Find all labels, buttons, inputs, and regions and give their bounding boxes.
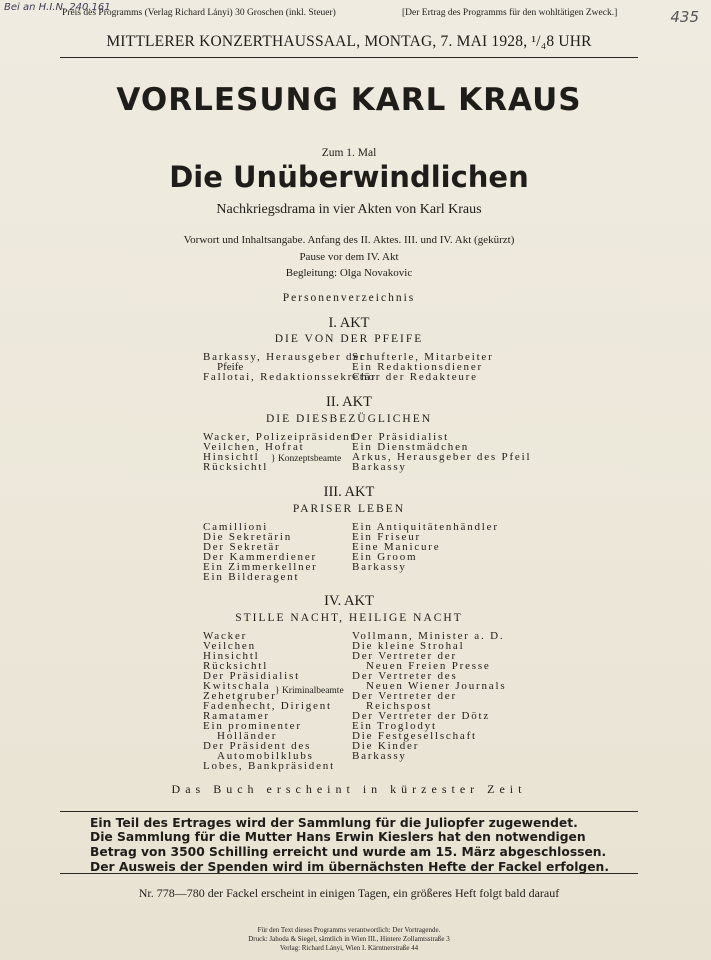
cast-entry: Arkus, Herausgeber des Pfeil [352,451,532,463]
handwritten-note: Bei an H.I.N. 240.161 [4,2,111,13]
cast-entry: Rücksichtl [203,660,269,672]
cast-entry: Lobes, Bankpräsident [203,760,335,772]
cast-entry: Veilchen, Hofrat [203,441,305,453]
act-4-title: IV. AKT [324,593,374,609]
cast-entry: Kwitschala [203,680,271,692]
cast-entry: Ramatamer [203,710,270,722]
cast-entry: Eine Manicure [352,541,441,553]
collection-note-2: Die Sammlung für die Mutter Hans Erwin Kieslers hat den notwendigen Betrag von 3500 Schilling erreicht und wurde am 15. März abgeschlossen. Der Ausweis der Spenden wird im übernächsten Hefte der Fackel erfolgen. [90,830,609,874]
cast-entry: Rücksichtl [203,461,269,473]
act-2-left-cast [203,432,355,472]
cast-entry: Ein Antiquitätenhändler [352,521,499,533]
venue-line: MITTLERER KONZERTHAUSSAAL, MONTAG, 7. MAI 1928, ¹/₄8 UHR [106,33,592,50]
cast-entry: Wacker [203,630,248,642]
cast-entry: Ein Troglodyt [352,720,437,732]
cast-entry: Die Kinder [352,740,420,752]
cast-entry: Barkassy [352,461,407,473]
program-line-3: Begleitung: Olga Novakovic [285,267,413,279]
cast-entry: Der Präsident des [203,740,312,752]
collection-top-rule [60,811,638,812]
cast-entry: Der Sekretär [203,541,281,553]
charity-note: [Der Ertrag des Programms für den wohltätigen Zweck.] [402,8,618,18]
footer-line-1: Für den Text dieses Programms verantwortlich: Der Vortragende. [257,926,441,934]
cast-entry: Der Präsidialist [352,431,449,443]
cast-entry: Pfeife [217,361,244,373]
cast-entry: Camillioni [203,521,269,533]
play-title: Die Unüberwindlichen [169,160,529,194]
act-2-subtitle: DIE DIESBEZÜGLICHEN [265,413,433,425]
book-note: Das Buch erscheint in kürzester Zeit [171,782,527,796]
cast-entry: Die Festgesellschaft [352,730,477,742]
cast-entry: Hinsichtl [203,650,260,662]
act-3-subtitle: PARISER LEBEN [292,503,406,515]
act-1-title: I. AKT [328,315,370,331]
act-4-right-cast [352,631,506,761]
cast-entry: Barkassy [352,561,407,573]
cast-entry: Schufterle, Mitarbeiter [352,351,494,363]
act-4-left-cast [203,631,335,771]
cast-entry: Neuen Wiener Journals [366,680,507,692]
brace-glyph: } [275,686,282,696]
cast-entry: Hinsichtl [203,451,260,463]
cast-entry: Der Kammerdiener [203,551,318,563]
bracket-label: Kriminalbeamte [281,686,344,696]
play-subtitle: Nachkriegsdrama in vier Akten von Karl Kraus [216,202,482,217]
act-1-left-cast [203,352,377,382]
collection-bottom-rule [60,873,638,874]
program-line-2: Pause vor dem IV. Akt [299,251,399,263]
act-1-right-cast [352,352,494,382]
handwritten-number: 435 [670,8,699,26]
cast-entry: Zehetgruber [203,690,277,702]
cast-entry: Barkassy [352,750,407,762]
cast-entry: Der Präsidialist [203,670,300,682]
footer-line-3: Verlag: Richard Lányi, Wien I. Kärntnerstraße 44 [279,944,419,952]
act-3-right-cast [352,522,499,572]
price-note: Preis des Programms (Verlag Richard Lányi) 30 Groschen (inkl. Steuer) [62,8,336,18]
cast-entry: Die kleine Strohal [352,640,465,652]
cast-entry: Holländer [217,730,278,742]
cast-entry: Automobilklubs [217,750,314,762]
cast-entry: Fallotai, Redaktionssekretär [203,371,377,383]
premiere-note: Zum 1. Mal [321,147,377,159]
collection-note-1: Ein Teil des Ertrages wird der Sammlung für die Juliopfer zugewendet. [90,816,578,830]
cast-entry: Ein Friseur [352,531,421,543]
cast-entry: Der Vertreter der [352,690,457,702]
cast-entry: Der Vertreter des [352,670,458,682]
brace-glyph: } [271,454,278,464]
cast-entry: Der Vertreter der Dötz [352,710,491,722]
header-rule [60,57,638,58]
cast-entry: Reichspost [366,700,433,712]
cast-entry: Ein Redaktionsdiener [352,361,484,373]
cast-entry: Neuen Freien Presse [366,660,491,672]
cast-entry: Ein Groom [352,551,418,563]
cast-entry: Ein Bilderagent [203,571,300,583]
act-3-left-cast [203,522,318,582]
bracket-label: Konzeptsbeamte [277,454,342,464]
act-4-bracket-label [275,686,344,696]
act-2-bracket-label [271,454,341,464]
cast-entry: Chor der Redakteure [352,371,478,383]
act-2-title: II. AKT [326,394,372,410]
act-1-subtitle: DIE VON DER PFEIFE [274,333,424,345]
cast-entry: Ein Zimmerkellner [203,561,318,573]
cast-entry: Ein prominenter [203,720,302,732]
footer-line-2: Druck: Jahoda & Siegel, sämtlich in Wien III., Hintere Zollamtsstraße 3 [248,935,450,943]
cast-entry: Vollmann, Minister a. D. [352,630,505,642]
cast-entry: Veilchen [203,640,256,652]
cast-entry: Barkassy, Herausgeber der [203,351,366,363]
fackel-note: Nr. 778—780 der Fackel erscheint in einigen Tagen, ein größeres Heft folgt bald darauf [138,886,560,900]
cast-entry: Ein Dienstmädchen [352,441,470,453]
act-2-right-cast [352,432,531,472]
cast-heading: Personenverzeichnis [282,292,416,304]
cast-entry: Die Sekretärin [203,531,293,543]
program-line-1: Vorwort und Inhaltsangabe. Anfang des II. Aktes. III. und IV. Akt (gekürzt) [183,234,515,246]
cast-entry: Wacker, Polizeipräsident [203,431,356,443]
act-4-subtitle: STILLE NACHT, HEILIGE NACHT [235,612,463,624]
main-title: VORLESUNG KARL KRAUS [116,82,582,118]
act-3-title: III. AKT [323,484,375,500]
cast-entry: Der Vertreter der [352,650,457,662]
cast-entry: Fadenhecht, Dirigent [203,700,332,712]
